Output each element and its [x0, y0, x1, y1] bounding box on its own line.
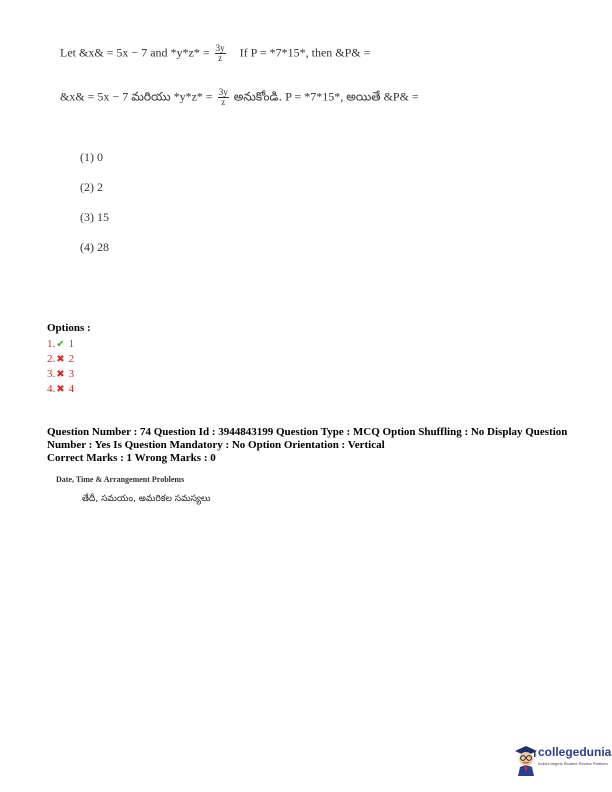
answer-number: 1.: [47, 338, 56, 350]
question-option: (2) 2: [80, 180, 103, 194]
answer-value: 1: [68, 338, 75, 350]
telugu-text: అయితే: [346, 89, 381, 104]
answer-option: [47, 338, 74, 350]
answer-option: [47, 353, 74, 365]
answer-number: 4.: [47, 383, 56, 395]
section-title: Date, Time & Arrangement Problems: [56, 475, 185, 484]
answer-value: 4: [68, 383, 75, 395]
question-text-part: *y*z* =: [173, 89, 213, 104]
cross-icon: ✖: [56, 354, 65, 365]
check-icon: ✔: [56, 339, 65, 350]
question-text-part: &P& =: [383, 89, 419, 104]
section-title-telugu: తేదీ, సమయం, అమరికల సమస్యలు: [82, 494, 211, 504]
question-option: (3) 15: [80, 210, 109, 224]
brand-name: collegedunia: [538, 745, 612, 759]
answer-option: [47, 368, 74, 380]
fraction-numerator: 3y: [218, 87, 228, 97]
question-option: (1) 0: [80, 150, 103, 164]
answer-number: 2.: [47, 353, 56, 365]
brand-tagline: India's largest Student Review Platform: [538, 761, 608, 766]
question-line-english: [60, 44, 370, 63]
marks-line: Correct Marks : 1 Wrong Marks : 0: [47, 452, 216, 464]
question-option: (4) 28: [80, 240, 109, 254]
question-text-part: If P = *7*15*, then &P& =: [239, 45, 371, 60]
mascot-icon: [512, 742, 540, 776]
question-text-part: &x& = 5x − 7: [60, 89, 129, 104]
answer-option: [47, 383, 74, 395]
collegedunia-logo: [512, 742, 612, 778]
fraction: [218, 88, 229, 107]
fraction-denominator: z: [221, 97, 226, 107]
answer-value: 3: [68, 368, 75, 380]
fraction-denominator: z: [218, 53, 223, 63]
cross-icon: ✖: [56, 384, 65, 395]
telugu-text: మరియు: [131, 89, 171, 104]
question-text-part: Let &x& = 5x − 7 and *y*z* =: [60, 45, 210, 60]
answer-number: 3.: [47, 368, 56, 380]
fraction-numerator: 3y: [215, 43, 225, 53]
question-metadata: [47, 426, 587, 465]
answer-value: 2: [68, 353, 75, 365]
question-metadata-line: Question Number : 74 Question Id : 3944843199 Question Type : MCQ Option Shuffling : No Display Question Number : Yes Is Question Mandatory : No Option Orientation : Vertical: [47, 426, 568, 451]
question-line-telugu: [60, 88, 419, 107]
cross-icon: ✖: [56, 369, 65, 380]
options-heading: Options :: [47, 322, 91, 334]
telugu-text: అనుకోండి.: [233, 89, 283, 104]
fraction: [215, 44, 226, 63]
question-text-part: P = *7*15*,: [285, 89, 344, 104]
